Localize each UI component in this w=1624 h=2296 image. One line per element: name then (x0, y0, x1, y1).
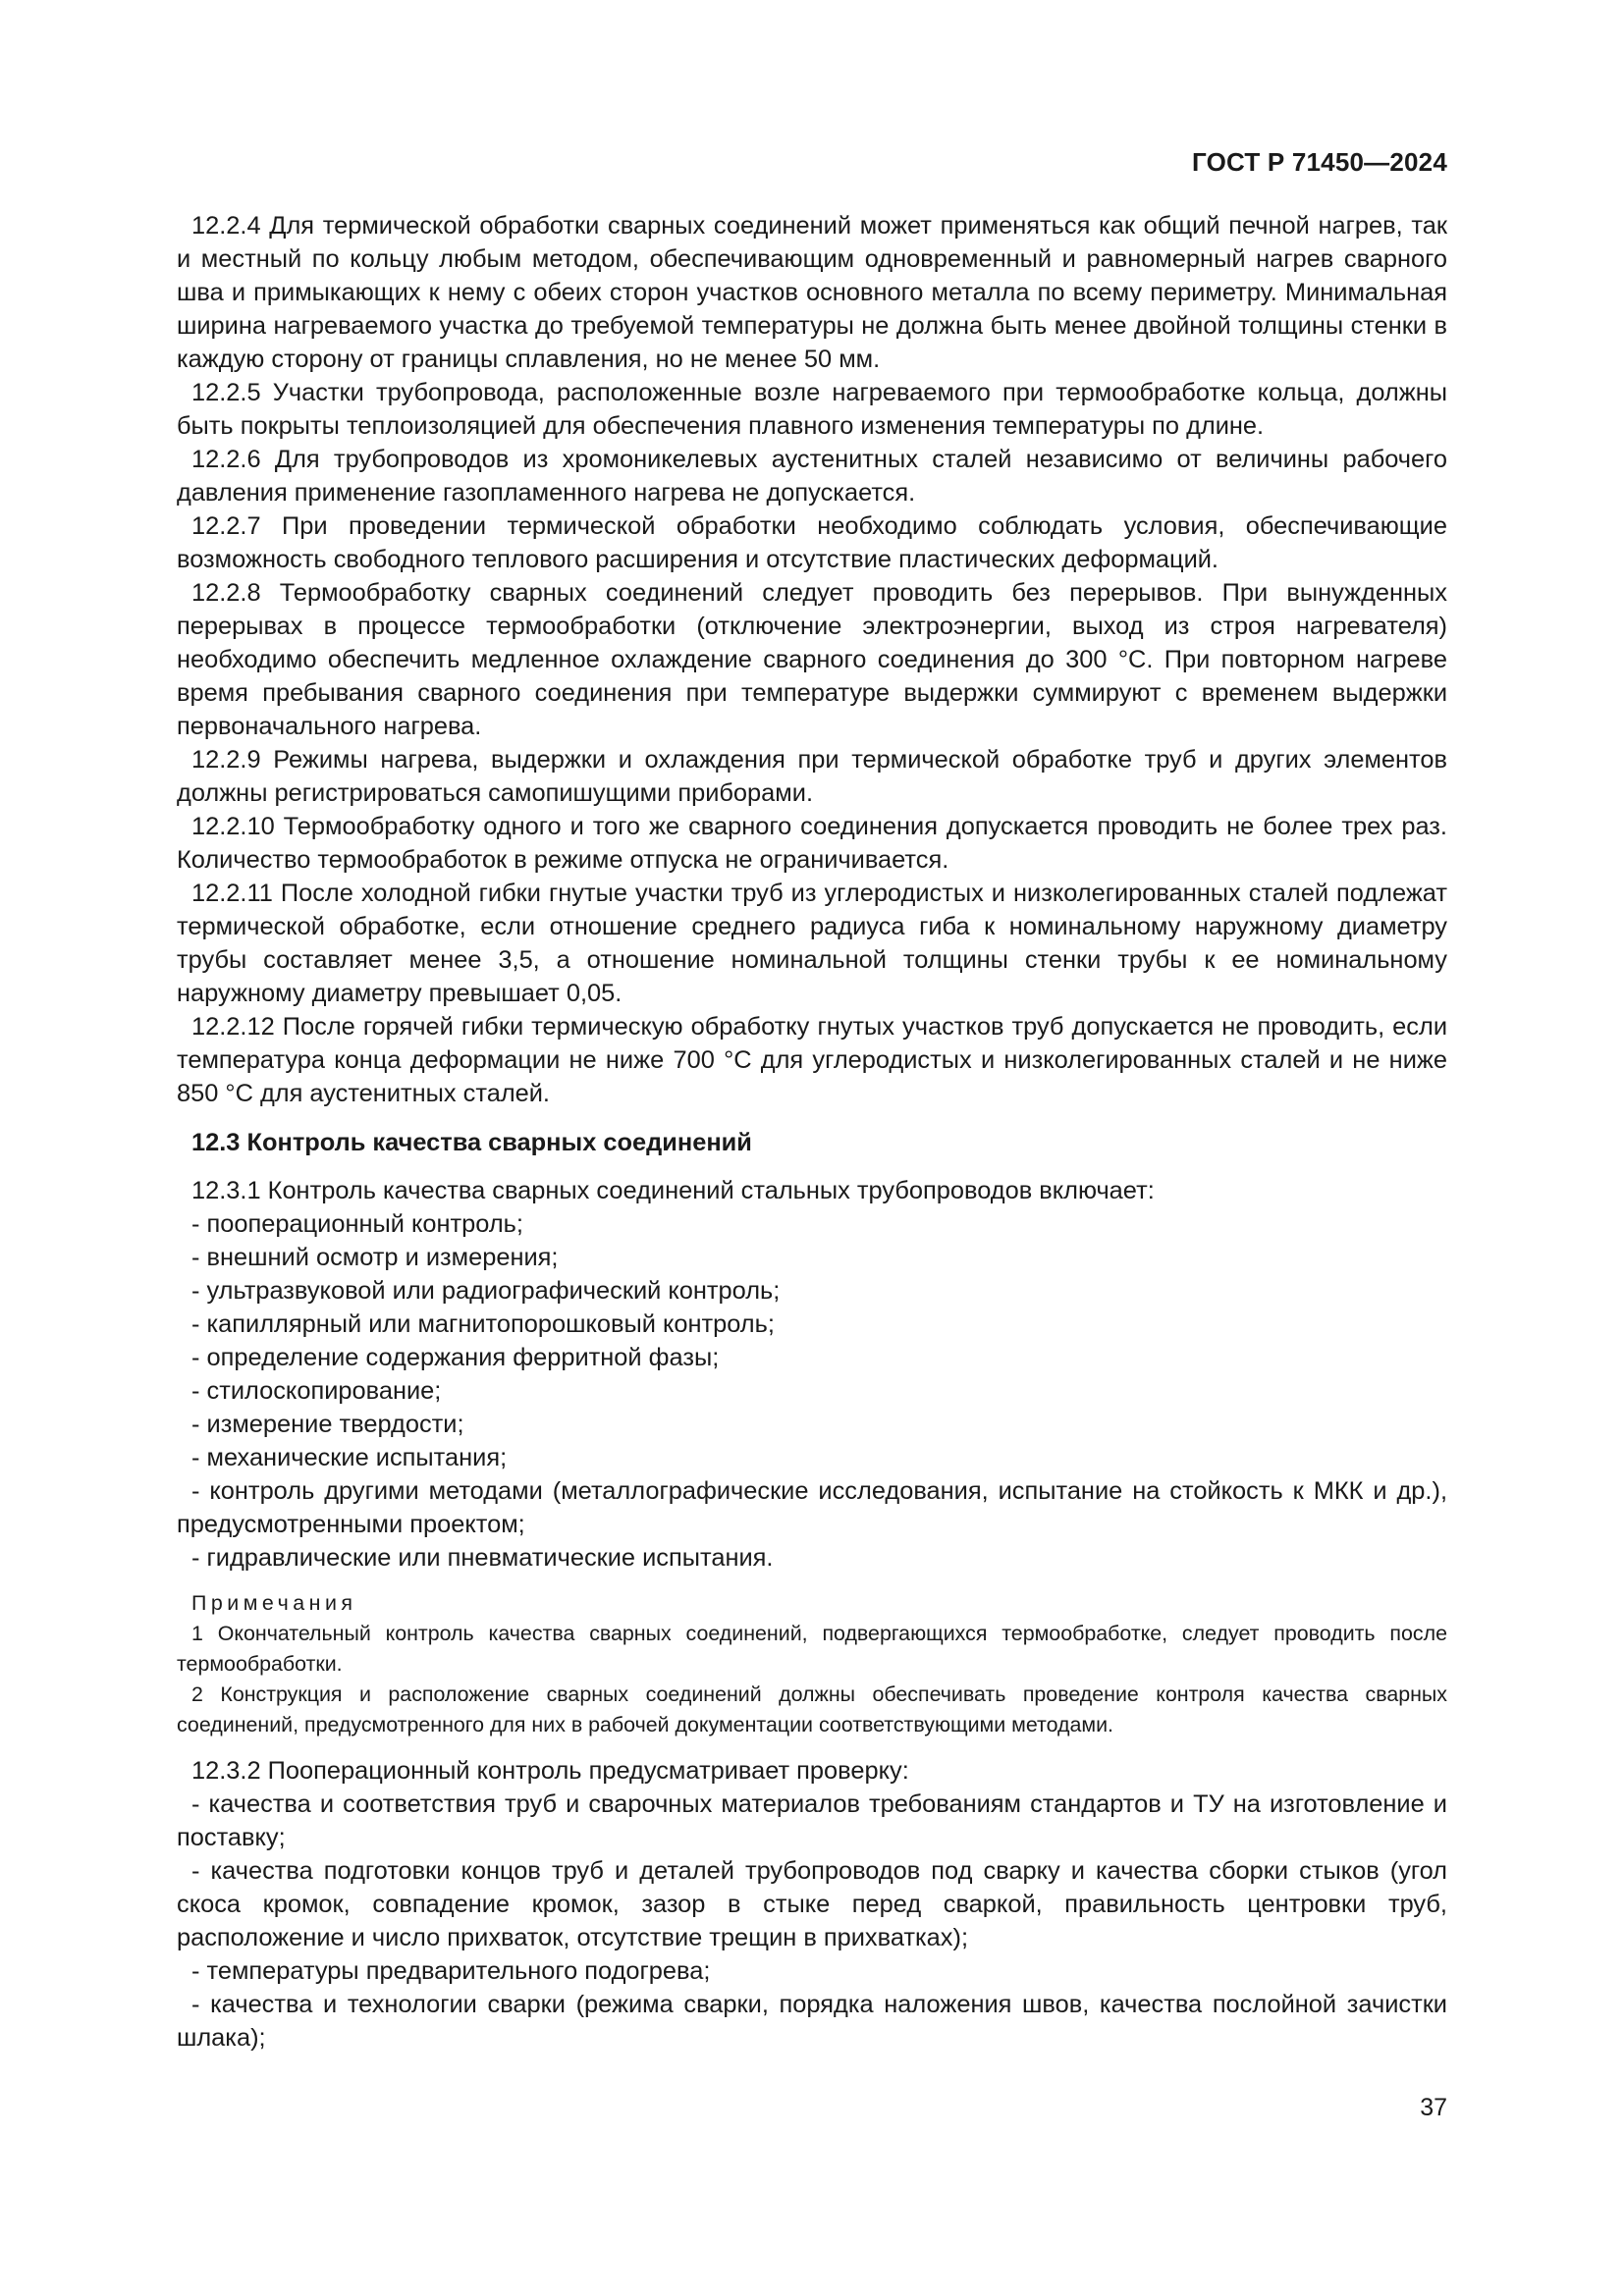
list-item: - стилоскопирование; (191, 1377, 442, 1405)
list-item: - качества и технологии сварки (режима сварки, порядка наложения швов, качества послойной зачистки шлака); (177, 1991, 1447, 2052)
paragraph-12-2-12: 12.2.12 После горячей гибки термическую обработку гнутых участков труб допускается не проводить, если температура конца деформации не ниже 700 °С для углеродистых и низколегированных сталей и не ниже 850 °С для аустенитных сталей. (177, 1013, 1447, 1107)
note-item: 2 Конструкция и расположение сварных соединений должны обеспечивать проведение контроля качества сварных соединений, предусмотренного для них в рабочей документации соответствующими методами. (177, 1682, 1447, 1736)
paragraph-12-2-7: 12.2.7 При проведении термической обработки необходимо соблюдать условия, обеспечивающие возможность свободного теплового расширения и отсутствие пластических деформаций. (177, 512, 1447, 573)
list-item: - ультразвуковой или радиографический контроль; (191, 1277, 781, 1305)
paragraph-12-3-2: 12.3.2 Пооперационный контроль предусматривает проверку: (191, 1757, 909, 1785)
paragraph-12-2-5: 12.2.5 Участки трубопровода, расположенные возле нагреваемого при термообработке кольца, должны быть покрыты теплоизоляцией для обеспечения плавного изменения температуры по длине. (177, 379, 1447, 440)
list-item: - температуры предварительного подогрева; (191, 1957, 711, 1985)
list-item: - пооперационный контроль; (191, 1210, 523, 1238)
paragraph-12-2-10: 12.2.10 Термообработку одного и того же сварного соединения допускается проводить не более трех раз. Количество термообработок в режиме отпуска не ограничивается. (177, 813, 1447, 874)
paragraph-12-2-6: 12.2.6 Для трубопроводов из хромоникелевых аустенитных сталей независимо от величины рабочего давления применение газопламенного нагрева не допускается. (177, 446, 1447, 507)
list-item: - механические испытания; (191, 1444, 508, 1471)
document-body (177, 209, 1447, 2055)
list-item: - капиллярный или магнитопорошковый контроль; (191, 1310, 775, 1338)
paragraph-12-2-9: 12.2.9 Режимы нагрева, выдержки и охлаждения при термической обработке труб и других элементов должны регистрироваться самопишущими приборами. (177, 746, 1447, 807)
list-item: - качества и соответствия труб и сварочных материалов требованиям стандартов и ТУ на изготовление и поставку; (177, 1790, 1447, 1851)
document-id-header: ГОСТ Р 71450—2024 (1192, 147, 1447, 177)
paragraph-12-2-11: 12.2.11 После холодной гибки гнутые участки труб из углеродистых и низколегированных сталей подлежат термической обработке, если отношение среднего радиуса гиба к номинальному наружному диаметру трубы составляет менее 3,5, а отношение номинальной толщины стенки трубы к ее номинальному наружному диаметру превышает 0,05. (177, 880, 1447, 1007)
notes-block (177, 1588, 1447, 1740)
list-item: - измерение твердости; (191, 1411, 464, 1438)
page-number: 37 (1420, 2094, 1447, 2121)
note-item: 1 Окончательный контроль качества сварных соединений, подвергающихся термообработке, следует проводить после термообработки. (177, 1622, 1447, 1676)
paragraph-12-3-1: 12.3.1 Контроль качества сварных соединений стальных трубопроводов включает: (191, 1177, 1155, 1204)
notes-title: Примечания (191, 1591, 357, 1615)
list-item: - определение содержания ферритной фазы; (191, 1344, 720, 1371)
list-item: - качества подготовки концов труб и деталей трубопроводов под сварку и качества сборки стыков (угол скоса кромок, совпадение кромок, зазор в стыке перед сваркой, правильность центровки труб, расположение и число прихваток, отсутствие трещин в прихватках); (177, 1857, 1447, 1951)
section-heading-12-3: 12.3 Контроль качества сварных соединений (191, 1129, 752, 1156)
paragraph-12-2-4: 12.2.4 Для термической обработки сварных соединений может применяться как общий печной нагрев, так и местный по кольцу любым методом, обеспечивающим одновременный и равномерный нагрев сварного шва и примыкающих к нему с обеих сторон участков основного металла по всему периметру. Минимальная ширина нагреваемого участка до требуемой температуры не должна быть менее двойной толщины стенки в каждую сторону от границы сплавления, но не менее 50 мм. (177, 212, 1447, 373)
paragraph-12-2-8: 12.2.8 Термообработку сварных соединений следует проводить без перерывов. При вынужденных перерывах в процессе термообработки (отключение электроэнергии, выход из строя нагревателя) необходимо обеспечить медленное охлаждение сварного соединения до 300 °С. При повторном нагреве время пребывания сварного соединения при температуре выдержки суммируют с временем выдержки первоначального нагрева. (177, 579, 1447, 740)
list-item: - внешний осмотр и измерения; (191, 1244, 559, 1271)
list-item: - гидравлические или пневматические испытания. (191, 1544, 774, 1572)
list-item: - контроль другими методами (металлографические исследования, испытание на стойкость к МКК и др.), предусмотренными проектом; (177, 1477, 1447, 1538)
